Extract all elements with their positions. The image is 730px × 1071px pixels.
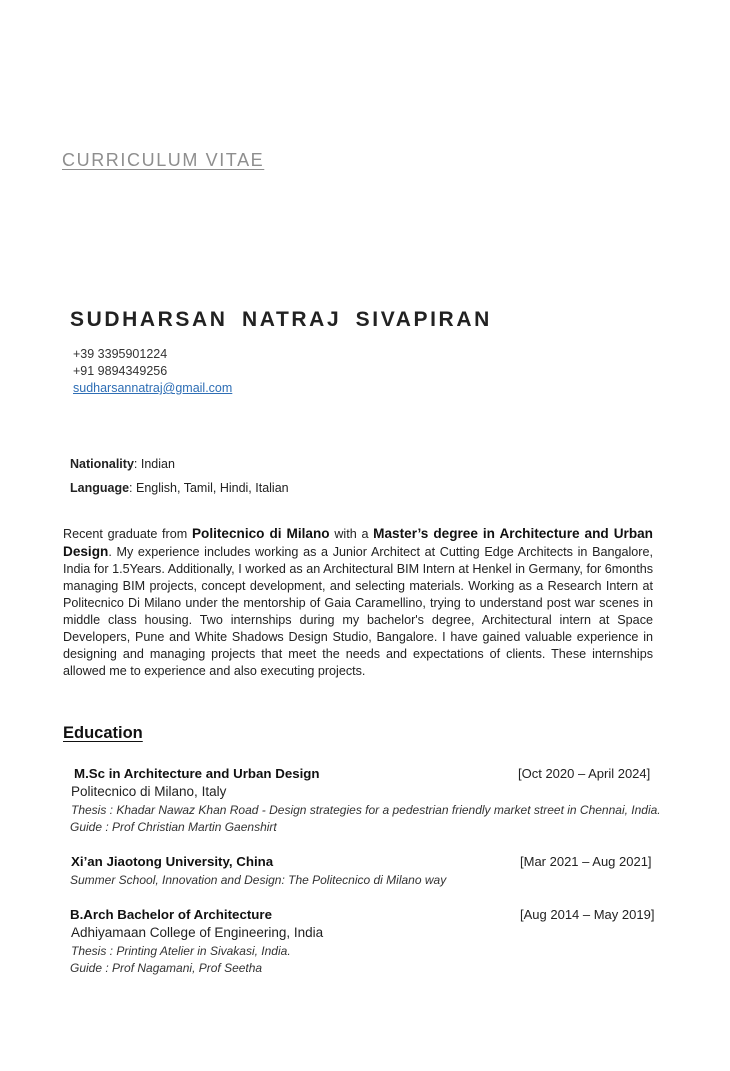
msc-guide: Guide : Prof Christian Martin Gaenshirt xyxy=(70,820,277,834)
summary-degree: Master’s degree in Architecture and Urban Design xyxy=(63,526,653,559)
barch-guide: Guide : Prof Nagamani, Prof Seetha xyxy=(70,961,263,975)
msc-degree: M.Sc in Architecture and Urban Design xyxy=(74,766,320,781)
document-title: CURRICULUM VITAE xyxy=(62,150,265,170)
barch-dates: [Aug 2014 – May 2019] xyxy=(520,907,655,922)
summary-text-3: . My experience includes working as a Junior Architect at Cutting Edge Architects in Bangalore, India for 1.5Years. Additionally, I worked as an Architectural BIM Intern at Henkel in Germany, for 6months managing BIM projects, concept development, and selecting materials. Working as a Research Intern at Politecnico Di Milano under the mentorship of Gaia Caramellino, trying to understand post war scenes in middle class housing. Two internships during my bachelor's degree, Architectural intern at Space Developers, Pune and White Shadows Design Studio, Bangalore. I have gained valuable experience in designing and managing projects that meet the needs and expectations of clients. These internships allowed me to experience and also executing projects. xyxy=(63,545,653,678)
candidate-name: SUDHARSAN NATRAJ SIVAPIRAN xyxy=(70,308,492,331)
barch-degree: B.Arch Bachelor of Architecture xyxy=(70,907,272,922)
xian-degree: Xi’an Jiaotong University, China xyxy=(71,854,274,869)
summary-text-1: Recent graduate from xyxy=(63,527,192,541)
summary-university: Politecnico di Milano xyxy=(191,526,330,541)
language-label: Language xyxy=(70,481,130,495)
language-line xyxy=(70,481,289,495)
msc-institution: Politecnico di Milano, Italy xyxy=(71,784,227,799)
nationality-line xyxy=(70,457,175,471)
msc-dates: [Oct 2020 – April 2024] xyxy=(518,766,651,781)
summary-text-2: with a xyxy=(329,527,374,541)
education-heading: Education xyxy=(63,724,143,742)
xian-detail: Summer School, Innovation and Design: The Politecnico di Milano way xyxy=(70,873,447,887)
nationality-value: : Indian xyxy=(133,457,175,471)
language-value: : English, Tamil, Hindi, Italian xyxy=(129,481,289,495)
nationality-label: Nationality xyxy=(70,457,134,471)
barch-thesis: Thesis : Printing Atelier in Sivakasi, India. xyxy=(71,944,291,958)
phone-italy: +39 3395901224 xyxy=(73,347,168,361)
profile-summary xyxy=(63,525,653,680)
phone-india: +91 9894349256 xyxy=(73,364,168,378)
xian-dates: [Mar 2021 – Aug 2021] xyxy=(520,854,652,869)
barch-institution: Adhiyamaan College of Engineering, India xyxy=(71,925,324,940)
msc-thesis: Thesis : Khadar Nawaz Khan Road - Design strategies for a pedestrian friendly market street in Chennai, India. xyxy=(71,803,661,817)
email-link[interactable]: sudharsannatraj@gmail.com xyxy=(73,381,233,395)
